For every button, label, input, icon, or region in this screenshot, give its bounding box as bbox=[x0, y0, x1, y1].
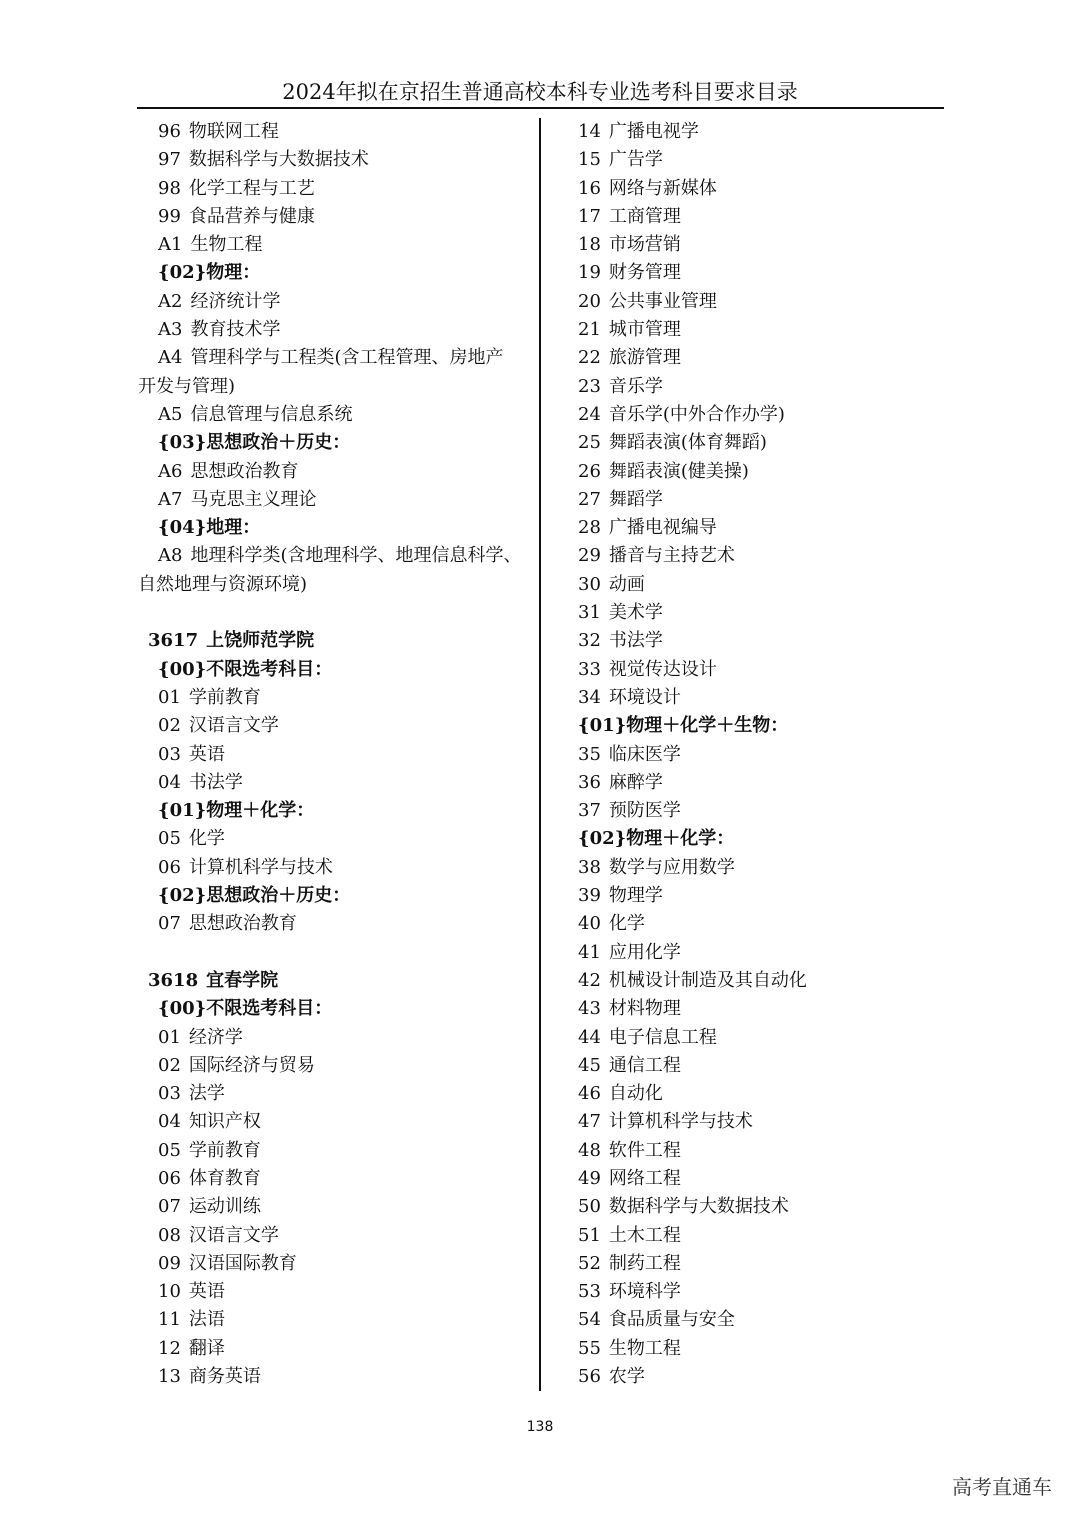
major-code: 37 bbox=[578, 800, 601, 822]
major-name: 英语 bbox=[188, 1281, 225, 1303]
major-item bbox=[578, 401, 948, 429]
school-heading bbox=[138, 967, 530, 995]
major-item bbox=[578, 458, 948, 486]
major-name: 美术学 bbox=[608, 602, 663, 624]
major-name: 计算机科学与技术 bbox=[608, 1111, 753, 1133]
major-name: 学前教育 bbox=[188, 1139, 261, 1161]
subject-requirement-heading: {00}不限选考科目： bbox=[158, 658, 333, 680]
major-name: 汉语言文学 bbox=[188, 715, 279, 737]
major-code: 38 bbox=[578, 856, 601, 878]
major-name: 生物工程 bbox=[190, 234, 263, 256]
major-name: 临床医学 bbox=[608, 743, 681, 765]
major-item bbox=[578, 231, 948, 259]
major-code: 07 bbox=[158, 1196, 181, 1218]
major-name: 音乐学(中外合作办学) bbox=[608, 403, 785, 425]
major-name: 商务英语 bbox=[188, 1366, 261, 1388]
major-code: 34 bbox=[578, 686, 601, 708]
major-item bbox=[138, 118, 530, 146]
major-code: 11 bbox=[158, 1309, 181, 1331]
major-code: 09 bbox=[158, 1252, 181, 1274]
major-item bbox=[138, 684, 530, 712]
major-name: 知识产权 bbox=[188, 1111, 261, 1133]
school-code: 3618 bbox=[148, 969, 199, 991]
subject-requirement-heading: {00}不限选考科目： bbox=[158, 998, 333, 1020]
major-item bbox=[578, 684, 948, 712]
major-name: 环境科学 bbox=[608, 1281, 681, 1303]
major-item bbox=[578, 316, 948, 344]
page-number: 138 bbox=[526, 1419, 554, 1435]
major-item bbox=[138, 401, 530, 429]
major-name: 网络工程 bbox=[608, 1167, 681, 1189]
major-code: 16 bbox=[578, 177, 601, 199]
school-code: 3617 bbox=[148, 630, 199, 652]
major-item bbox=[138, 1165, 530, 1193]
school-name: 宜春学院 bbox=[206, 969, 279, 991]
major-item bbox=[578, 373, 948, 401]
major-code: 08 bbox=[158, 1224, 181, 1246]
major-code: 01 bbox=[158, 1026, 181, 1048]
major-code: 31 bbox=[578, 602, 601, 624]
major-code: 07 bbox=[158, 913, 181, 935]
major-item bbox=[578, 599, 948, 627]
school-name: 上饶师范学院 bbox=[206, 630, 315, 652]
major-item bbox=[138, 1250, 530, 1278]
major-code: A5 bbox=[158, 403, 183, 425]
major-item bbox=[578, 1363, 948, 1391]
major-name: 化学工程与工艺 bbox=[188, 177, 315, 199]
major-line-1 bbox=[138, 542, 530, 570]
major-code: 54 bbox=[578, 1309, 601, 1331]
major-name: 视觉传达设计 bbox=[608, 658, 717, 680]
title-rule bbox=[137, 107, 944, 109]
major-code: 41 bbox=[578, 941, 601, 963]
major-code: 04 bbox=[158, 771, 181, 793]
major-name: 机械设计制造及其自动化 bbox=[608, 969, 807, 991]
major-code: 27 bbox=[578, 488, 601, 510]
major-item bbox=[578, 542, 948, 570]
major-code: 03 bbox=[158, 1083, 181, 1105]
subject-requirement-heading: {02}思想政治＋历史： bbox=[158, 885, 351, 907]
watermark: 高考直通车 bbox=[952, 1475, 1052, 1499]
major-code: 43 bbox=[578, 998, 601, 1020]
major-item bbox=[138, 203, 530, 231]
major-line-2: 开发与管理) bbox=[138, 375, 236, 397]
major-code: 10 bbox=[158, 1281, 181, 1303]
subject-requirement-heading: {01}物理＋化学： bbox=[158, 800, 315, 822]
major-item bbox=[578, 146, 948, 174]
major-code: A7 bbox=[158, 488, 183, 510]
major-code: 17 bbox=[578, 205, 601, 227]
major-item bbox=[138, 712, 530, 740]
major-name: 国际经济与贸易 bbox=[188, 1054, 315, 1076]
major-code: 20 bbox=[578, 290, 601, 312]
major-item bbox=[138, 854, 530, 882]
major-item bbox=[578, 486, 948, 514]
major-code: 15 bbox=[578, 149, 601, 171]
major-name: 物理学 bbox=[608, 885, 663, 907]
major-item bbox=[578, 203, 948, 231]
page-title: 2024年拟在京招生普通高校本科专业选考科目要求目录 bbox=[282, 80, 798, 104]
major-code: 28 bbox=[578, 517, 601, 539]
major-item bbox=[138, 486, 530, 514]
major-code: 36 bbox=[578, 771, 601, 793]
major-name: 经济学 bbox=[188, 1026, 243, 1048]
major-code: 55 bbox=[578, 1337, 601, 1359]
major-code: 52 bbox=[578, 1252, 601, 1274]
major-code: 49 bbox=[578, 1167, 601, 1189]
major-name: 财务管理 bbox=[608, 262, 681, 284]
major-name: 教育技术学 bbox=[190, 319, 281, 341]
major-code: 98 bbox=[158, 177, 181, 199]
major-item bbox=[138, 175, 530, 203]
major-code: A4 bbox=[158, 347, 183, 369]
major-name: 市场营销 bbox=[608, 234, 681, 256]
major-item bbox=[578, 797, 948, 825]
major-code: 18 bbox=[578, 234, 601, 256]
major-item bbox=[138, 1306, 530, 1334]
major-code: 56 bbox=[578, 1366, 601, 1388]
major-item bbox=[138, 231, 530, 259]
subject-requirement-heading: {04}地理： bbox=[158, 517, 261, 539]
major-code: A8 bbox=[158, 545, 183, 567]
major-code: 21 bbox=[578, 319, 601, 341]
major-code: 33 bbox=[578, 658, 601, 680]
major-item bbox=[138, 1335, 530, 1363]
major-name: 食品质量与安全 bbox=[608, 1309, 735, 1331]
major-name: 数据科学与大数据技术 bbox=[608, 1196, 789, 1218]
major-name: 体育教育 bbox=[188, 1167, 261, 1189]
major-item bbox=[138, 741, 530, 769]
major-item bbox=[578, 1193, 948, 1221]
subject-requirement-heading: {02}物理＋化学： bbox=[578, 828, 735, 850]
major-code: 96 bbox=[158, 121, 181, 142]
major-code: 06 bbox=[158, 856, 181, 878]
major-name: 化学 bbox=[608, 913, 645, 935]
major-name: 思想政治教育 bbox=[188, 913, 297, 935]
major-name: 翻译 bbox=[188, 1337, 225, 1359]
major-name: 公共事业管理 bbox=[608, 290, 717, 312]
major-name: 预防医学 bbox=[608, 800, 681, 822]
major-code: 01 bbox=[158, 686, 181, 708]
major-code: 25 bbox=[578, 432, 601, 454]
major-item bbox=[138, 910, 530, 938]
major-code: 13 bbox=[158, 1366, 181, 1388]
major-item bbox=[578, 854, 948, 882]
major-name: 运动训练 bbox=[188, 1196, 261, 1218]
major-name: 计算机科学与技术 bbox=[188, 856, 333, 878]
major-item bbox=[578, 1306, 948, 1334]
major-item bbox=[578, 1137, 948, 1165]
blank-line bbox=[138, 939, 530, 967]
major-code: 42 bbox=[578, 969, 601, 991]
major-name: 汉语国际教育 bbox=[188, 1252, 297, 1274]
major-name: 舞蹈表演(体育舞蹈) bbox=[608, 432, 767, 454]
major-code: A2 bbox=[158, 290, 183, 312]
major-code: 39 bbox=[578, 885, 601, 907]
major-name: 数学与应用数学 bbox=[608, 856, 735, 878]
major-name: 地理科学类(含地理科学、地理信息科学、 bbox=[190, 545, 522, 567]
major-name: 播音与主持艺术 bbox=[608, 545, 735, 567]
major-name: 麻醉学 bbox=[608, 771, 663, 793]
major-name: 应用化学 bbox=[608, 941, 681, 963]
major-name: 音乐学 bbox=[608, 375, 663, 397]
major-code: A1 bbox=[158, 234, 183, 256]
major-item bbox=[578, 1335, 948, 1363]
major-code: 50 bbox=[578, 1196, 601, 1218]
major-name: 书法学 bbox=[188, 771, 243, 793]
major-name: 数据科学与大数据技术 bbox=[188, 149, 369, 171]
major-item bbox=[578, 1165, 948, 1193]
major-item bbox=[578, 939, 948, 967]
major-item bbox=[138, 316, 530, 344]
major-item bbox=[138, 1052, 530, 1080]
major-code: 35 bbox=[578, 743, 601, 765]
major-code: 97 bbox=[158, 149, 181, 171]
major-item bbox=[578, 627, 948, 655]
major-name: 制药工程 bbox=[608, 1252, 681, 1274]
major-item bbox=[578, 288, 948, 316]
major-name: 物联网工程 bbox=[188, 121, 279, 142]
major-item bbox=[578, 1024, 948, 1052]
major-name: 食品营养与健康 bbox=[188, 205, 315, 227]
major-item bbox=[578, 514, 948, 542]
major-code: 23 bbox=[578, 375, 601, 397]
major-item bbox=[578, 429, 948, 457]
major-item bbox=[578, 769, 948, 797]
major-item bbox=[138, 1363, 530, 1391]
major-code: 40 bbox=[578, 913, 601, 935]
major-name: 生物工程 bbox=[608, 1337, 681, 1359]
major-item bbox=[578, 995, 948, 1023]
major-code: 24 bbox=[578, 403, 601, 425]
major-code: 44 bbox=[578, 1026, 601, 1048]
major-code: 45 bbox=[578, 1054, 601, 1076]
major-code: 14 bbox=[578, 121, 601, 142]
major-item bbox=[138, 825, 530, 853]
major-code: 46 bbox=[578, 1083, 601, 1105]
major-name: 材料物理 bbox=[608, 998, 681, 1020]
major-item bbox=[578, 175, 948, 203]
major-item bbox=[578, 344, 948, 372]
major-code: 26 bbox=[578, 460, 601, 482]
subject-requirement-heading: {02}物理： bbox=[158, 262, 261, 284]
major-code: 02 bbox=[158, 715, 181, 737]
column-divider bbox=[539, 118, 541, 1391]
major-name: 化学 bbox=[188, 828, 225, 850]
major-item bbox=[578, 118, 948, 146]
major-name: 广播电视学 bbox=[608, 121, 699, 142]
major-item bbox=[578, 571, 948, 599]
major-code: 29 bbox=[578, 545, 601, 567]
school-heading bbox=[138, 627, 530, 655]
major-code: 02 bbox=[158, 1054, 181, 1076]
major-name: 学前教育 bbox=[188, 686, 261, 708]
major-item bbox=[578, 1278, 948, 1306]
major-name: 法学 bbox=[188, 1083, 225, 1105]
major-item bbox=[138, 288, 530, 316]
major-code: 99 bbox=[158, 205, 181, 227]
major-name: 思想政治教育 bbox=[190, 460, 299, 482]
major-item bbox=[138, 458, 530, 486]
major-name: 通信工程 bbox=[608, 1054, 681, 1076]
major-name: 电子信息工程 bbox=[608, 1026, 717, 1048]
major-item bbox=[578, 1222, 948, 1250]
major-line-2: 自然地理与资源环境) bbox=[138, 573, 308, 595]
major-name: 法语 bbox=[188, 1309, 225, 1331]
left-column bbox=[138, 118, 530, 1391]
major-name: 舞蹈表演(健美操) bbox=[608, 460, 749, 482]
major-line-1 bbox=[138, 344, 530, 372]
major-item bbox=[578, 882, 948, 910]
major-name: 汉语言文学 bbox=[188, 1224, 279, 1246]
major-name: 工商管理 bbox=[608, 205, 681, 227]
major-code: 19 bbox=[578, 262, 601, 284]
major-item bbox=[138, 1193, 530, 1221]
major-name: 软件工程 bbox=[608, 1139, 681, 1161]
major-item bbox=[578, 967, 948, 995]
major-name: 自动化 bbox=[608, 1083, 663, 1105]
subject-requirement-heading: {03}思想政治＋历史： bbox=[158, 432, 351, 454]
major-code: 06 bbox=[158, 1167, 181, 1189]
major-name: 动画 bbox=[608, 573, 645, 595]
major-code: 47 bbox=[578, 1111, 601, 1133]
major-name: 环境设计 bbox=[608, 686, 681, 708]
major-name: 城市管理 bbox=[608, 319, 681, 341]
major-name: 经济统计学 bbox=[190, 290, 281, 312]
major-name: 农学 bbox=[608, 1366, 645, 1388]
major-item bbox=[138, 1080, 530, 1108]
major-item bbox=[138, 146, 530, 174]
major-item bbox=[578, 741, 948, 769]
major-name: 英语 bbox=[188, 743, 225, 765]
major-name: 信息管理与信息系统 bbox=[190, 403, 353, 425]
major-item bbox=[138, 1108, 530, 1136]
right-column bbox=[578, 118, 948, 1391]
major-name: 广播电视编导 bbox=[608, 517, 717, 539]
major-item bbox=[578, 1052, 948, 1080]
blank-line bbox=[138, 599, 530, 627]
major-code: 51 bbox=[578, 1224, 601, 1246]
major-code: 30 bbox=[578, 573, 601, 595]
major-item bbox=[138, 344, 530, 401]
major-item bbox=[138, 1024, 530, 1052]
major-code: 05 bbox=[158, 1139, 181, 1161]
major-name: 旅游管理 bbox=[608, 347, 681, 369]
major-code: 03 bbox=[158, 743, 181, 765]
major-name: 书法学 bbox=[608, 630, 663, 652]
subject-requirement-heading: {01}物理＋化学＋生物： bbox=[578, 715, 789, 737]
major-name: 广告学 bbox=[608, 149, 663, 171]
major-item bbox=[578, 259, 948, 287]
major-code: 53 bbox=[578, 1281, 601, 1303]
major-code: 04 bbox=[158, 1111, 181, 1133]
major-item bbox=[578, 1250, 948, 1278]
major-item bbox=[578, 1080, 948, 1108]
major-item bbox=[138, 1137, 530, 1165]
major-name: 管理科学与工程类(含工程管理、房地产 bbox=[190, 347, 504, 369]
major-item bbox=[138, 1278, 530, 1306]
major-item bbox=[578, 910, 948, 938]
major-code: 05 bbox=[158, 828, 181, 850]
major-code: 12 bbox=[158, 1337, 181, 1359]
major-code: 32 bbox=[578, 630, 601, 652]
major-name: 马克思主义理论 bbox=[190, 488, 317, 510]
major-code: A3 bbox=[158, 319, 183, 341]
major-code: 48 bbox=[578, 1139, 601, 1161]
major-name: 网络与新媒体 bbox=[608, 177, 717, 199]
major-code: 22 bbox=[578, 347, 601, 369]
major-name: 土木工程 bbox=[608, 1224, 681, 1246]
major-item bbox=[138, 1222, 530, 1250]
major-code: A6 bbox=[158, 460, 183, 482]
major-item bbox=[578, 1108, 948, 1136]
major-item bbox=[138, 769, 530, 797]
major-name: 舞蹈学 bbox=[608, 488, 663, 510]
major-item bbox=[138, 542, 530, 599]
major-item bbox=[578, 656, 948, 684]
